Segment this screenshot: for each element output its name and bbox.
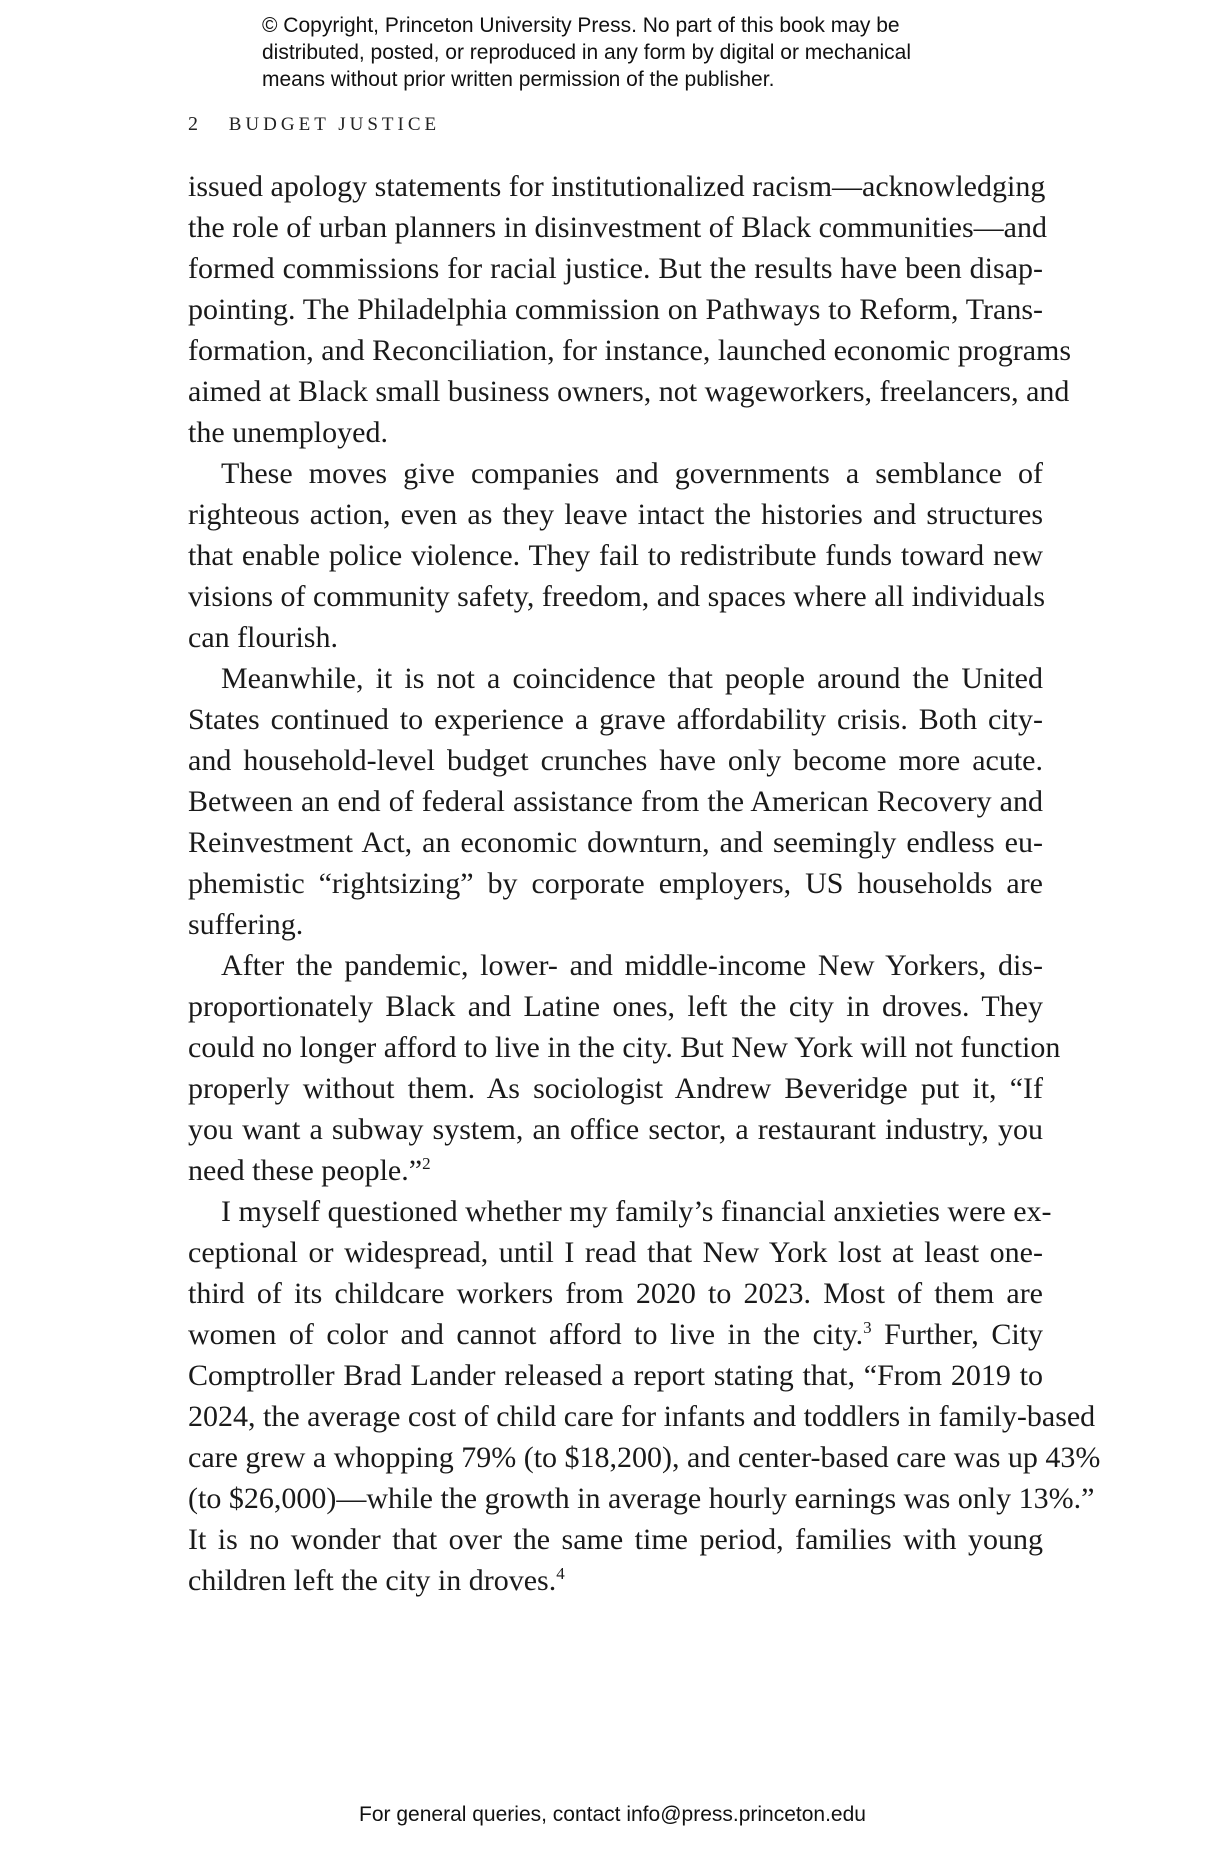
- text-line: that enable police violence. They fail to redistribute funds toward new: [188, 539, 1043, 572]
- text-line: States continued to experience a grave affordability crisis. Both city-: [188, 703, 1043, 736]
- text-line: ceptional or widespread, until I read that New York lost at least one-: [188, 1236, 1043, 1269]
- text-line: formation, and Reconciliation, for instance, launched economic programs: [188, 334, 1072, 367]
- text-line: righteous action, even as they leave intact the histories and structures: [188, 498, 1043, 531]
- paragraph: [188, 658, 1043, 945]
- text-line: properly without them. As sociologist Andrew Beveridge put it, “If: [188, 1072, 1043, 1105]
- footnote-marker[interactable]: 4: [556, 1564, 565, 1583]
- text-line: the unemployed.: [188, 416, 388, 449]
- text-line: visions of community safety, freedom, and spaces where all individuals: [188, 580, 1046, 613]
- text-line: phemistic “rightsizing” by corporate employers, US households are: [188, 867, 1043, 900]
- text-line: you want a subway system, an office sector, a restaurant industry, you: [188, 1113, 1043, 1146]
- text-line: It is no wonder that over the same time period, families with young: [188, 1523, 1043, 1556]
- paragraph: [188, 453, 1046, 658]
- text-line: care grew a whopping 79% (to $18,200), and center-based care was up 43%: [188, 1441, 1101, 1474]
- paragraph: [188, 166, 1072, 453]
- text-line: could no longer afford to live in the city. But New York will not function: [188, 1031, 1061, 1064]
- text-line: I myself questioned whether my family’s financial anxieties were ex-: [221, 1195, 1052, 1228]
- paragraph: [188, 945, 1061, 1191]
- text-line: suffering.: [188, 908, 304, 941]
- text-line: [188, 1150, 1043, 1191]
- text-line: third of its childcare workers from 2020 to 2023. Most of them are: [188, 1277, 1043, 1310]
- footer-contact: For general queries, contact info@press.princeton.edu: [359, 1803, 866, 1826]
- copyright-line: means without prior written permission of the publisher.: [262, 68, 775, 91]
- paragraph: [188, 1191, 1101, 1601]
- text-line: and household-level budget crunches have only become more acute.: [188, 744, 1043, 777]
- body-text: [188, 166, 1101, 1601]
- text-line: aimed at Black small business owners, not wageworkers, freelancers, and: [188, 375, 1070, 408]
- line-text: women of color and cannot afford to live in the city.: [188, 1318, 864, 1351]
- running-head: [188, 113, 440, 136]
- text-line: After the pandemic, lower- and middle-income New Yorkers, dis-: [221, 949, 1043, 982]
- line-text: children left the city in droves.: [188, 1564, 557, 1597]
- text-line: pointing. The Philadelphia commission on Pathways to Reform, Trans-: [188, 293, 1043, 326]
- running-head-title: BUDGET JUSTICE: [228, 114, 441, 135]
- text-line: formed commissions for racial justice. But the results have been disap-: [188, 252, 1043, 285]
- text-line: issued apology statements for institutionalized racism—acknowledging: [188, 170, 1046, 203]
- line-text: Further, City: [871, 1318, 1043, 1351]
- copyright-line: © Copyright, Princeton University Press. No part of this book may be: [262, 14, 900, 37]
- text-line: Between an end of federal assistance from the American Recovery and: [188, 785, 1043, 818]
- text-line: proportionately Black and Latine ones, left the city in droves. They: [188, 990, 1043, 1023]
- text-line: Comptroller Brad Lander released a report stating that, “From 2019 to: [188, 1359, 1043, 1392]
- text-line: Reinvestment Act, an economic downturn, and seemingly endless eu-: [188, 826, 1043, 859]
- text-line: Meanwhile, it is not a coincidence that people around the United: [221, 662, 1043, 695]
- page-number: 2: [188, 113, 198, 135]
- text-line: These moves give companies and governments a semblance of: [221, 457, 1043, 490]
- text-line: can flourish.: [188, 621, 338, 654]
- text-line: 2024, the average cost of child care for infants and toddlers in family-based: [188, 1400, 1096, 1433]
- footnote-marker[interactable]: 2: [422, 1154, 431, 1173]
- line-text: need these people.”: [188, 1154, 423, 1187]
- footnote-marker[interactable]: 3: [863, 1318, 872, 1337]
- text-line: (to $26,000)—while the growth in average hourly earnings was only 13%.”: [188, 1482, 1095, 1515]
- copyright-notice: [262, 12, 1022, 93]
- copyright-line: distributed, posted, or reproduced in any form by digital or mechanical: [262, 41, 912, 64]
- text-line: [188, 1560, 1043, 1601]
- text-line: [188, 1314, 1043, 1355]
- text-line: the role of urban planners in disinvestment of Black communities—and: [188, 211, 1047, 244]
